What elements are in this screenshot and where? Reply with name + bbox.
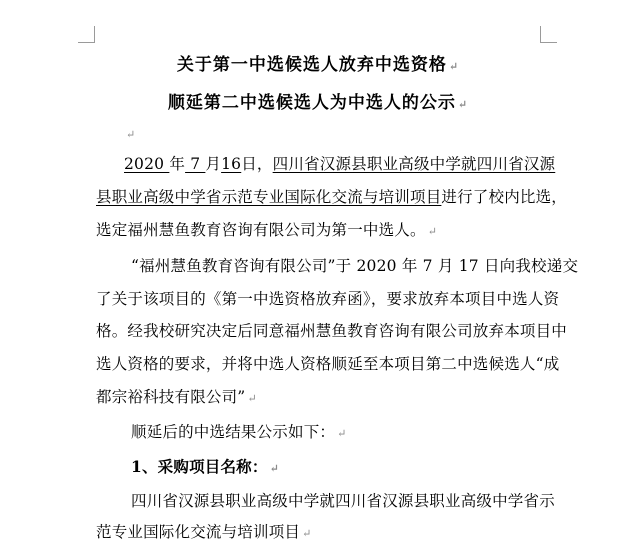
para2-line3: 格。经我校研究决定后同意福州慧鱼教育咨询有限公司放弃本项目中 <box>96 322 568 340</box>
page-corner-mark-top-right <box>540 26 557 43</box>
para2-line2: 了关于该项目的《第一中选资格放弃函》，要求放弃本项目中选人资 <box>96 290 560 308</box>
project-name-line1: 四川省汉源县职业高级中学就四川省汉源县职业高级中学省示 <box>131 492 555 510</box>
para3: 顺延后的中选结果公示如下： ↵ <box>131 423 347 441</box>
para2-line4: 选人资格的要求，并将中选人资格顺延至本项目第二中选候选人“成 <box>96 355 560 373</box>
paragraph-mark-icon: ↵ <box>126 128 136 141</box>
paragraph-mark-icon: ↵ <box>269 462 280 475</box>
para1-line3: 选定福州慧鱼教育咨询有限公司为第一中选人。 ↵ <box>96 221 438 239</box>
project-name-inline: 县职业高级中学省示范专业国际化交流与培训项目 <box>96 188 442 206</box>
para2-line5: 都宗裕科技有限公司” ↵ <box>96 388 257 406</box>
empty-paragraph <box>124 124 135 142</box>
date-month: 7 <box>185 155 206 173</box>
paragraph-mark-icon: ↵ <box>302 527 312 540</box>
paragraph-mark-icon: ↵ <box>247 392 257 405</box>
paragraph-mark-icon: ↵ <box>457 98 469 111</box>
date-day: 16 <box>221 155 242 173</box>
paragraph-mark-icon: ↵ <box>427 225 438 238</box>
paragraph-mark-icon: ↵ <box>448 60 460 73</box>
date-year: 2020 <box>124 155 170 173</box>
para2-line1: “福州慧鱼教育咨询有限公司”于 2020 年 7 月 17 日向我校递交 <box>131 257 579 275</box>
section1-heading: 1、采购项目名称： ↵ <box>131 457 280 476</box>
title-line-2: 顺延第二中选候选人为中选人的公示 ↵ <box>167 93 469 113</box>
title-line-1: 关于第一中选候选人放弃中选资格 ↵ <box>176 55 460 75</box>
para1-line2: 县职业高级中学省示范专业国际化交流与培训项目进行了校内比选， <box>96 188 568 206</box>
school-name: 四川省汉源县职业高级中学就四川省汉源 <box>272 155 556 173</box>
paragraph-mark-icon: ↵ <box>337 427 347 440</box>
para1-line1: 2020 年 7 月16日，四川省汉源县职业高级中学就四川省汉源 <box>124 155 556 173</box>
page-corner-mark-top-left <box>78 26 95 43</box>
project-name-line2: 范专业国际化交流与培训项目 ↵ <box>96 523 312 541</box>
